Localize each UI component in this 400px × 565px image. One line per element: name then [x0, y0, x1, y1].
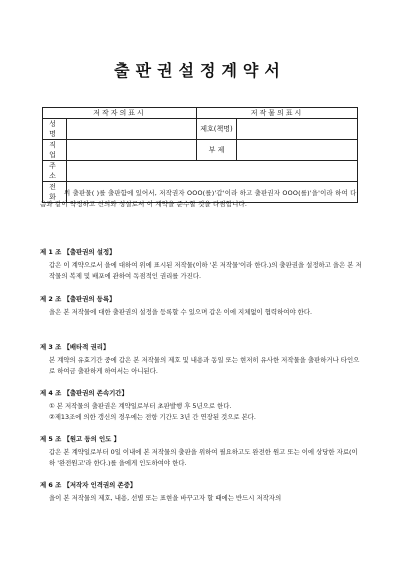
job-label: 직 업 — [43, 140, 67, 161]
name-label: 성 명 — [43, 119, 67, 140]
article-3 — [40, 342, 362, 377]
article-heading: 제 3 조 【배타적 권리】 — [40, 343, 110, 351]
article-1 — [40, 247, 362, 282]
article-heading: 제 4 조 【출판권의 존속기간】 — [40, 389, 128, 397]
table-row — [43, 161, 358, 182]
table-row — [43, 119, 358, 140]
table-row — [43, 140, 358, 161]
article-clause: ① 본 저작물의 출판권은 계약일로부터 초판발행 후 5년으로 한다. — [49, 402, 232, 410]
job-field — [67, 140, 197, 161]
article-body: 갑은 이 계약으로서 을에 대하여 위에 표시된 저작물(이하 '본 저작물'이라 한다.)의 출판권을 설정하고 을은 본 저작물의 복제 및 배포에 관하여 독점적인 권리를 가진다. — [49, 261, 362, 280]
article-2 — [40, 294, 362, 318]
copies-field — [237, 140, 358, 161]
article-5 — [40, 434, 362, 469]
title-label: 제호(책명) — [197, 119, 237, 140]
work-column-header: 저작물의표시 — [197, 108, 358, 119]
article-6 — [40, 480, 362, 504]
article-body: 갑은 본 계약일로부터 0일 이내에 본 저작물의 출판을 위하여 필요하고도 완전한 원고 또는 이에 상당한 자료(이하 '완전원고'라 한다.)를 을에게 인도하여야 한다. — [49, 448, 358, 467]
address-label: 주 소 — [43, 161, 67, 182]
article-heading: 제 5 조 【원고 등의 인도 】 — [40, 435, 120, 443]
title-field — [237, 119, 358, 140]
article-4 — [40, 388, 362, 423]
copies-label: 부 제 — [197, 140, 237, 161]
article-body: 본 계약의 유효기간 중에 갑은 본 저작물의 제호 및 내용과 동일 또는 현저히 유사한 저작물을 출판하거나 타인으로 하여금 출판하게 하여서는 아니된다. — [49, 356, 360, 375]
article-heading: 제 6 조 【저작자 인격권의 존중】 — [40, 481, 137, 489]
name-field — [67, 119, 197, 140]
article-heading: 제 1 조 【출판권의 설정】 — [40, 248, 116, 256]
phone-label: 전 화 — [43, 182, 67, 203]
intro-paragraph: 위 출판물( )를 출판함에 있어서, 저작권자 OOO(를)'갑'이라 하고 출판권자 OOO(를)'을'이라 하여 다음과 같이 약정하고 신의와 성실로서 이 계약을 준수할 것을 다짐합니다. — [40, 189, 357, 208]
article-clause: ②제13조에 의한 갱신의 경우에는 전항 기간도 3년 간 연장된 것으로 본다. — [49, 413, 256, 421]
article-body: 을은 본 저작물에 대한 출판권의 설정을 등록할 수 있으며 갑은 이에 지체없이 협력하여야 한다. — [49, 308, 313, 316]
article-heading: 제 2 조 【출판권의 등록】 — [40, 295, 116, 303]
document-title: 출판권설정계약서 — [114, 61, 286, 80]
table-header-row — [43, 108, 358, 119]
author-column-header: 저작자의표시 — [43, 108, 197, 119]
address-field — [67, 161, 358, 182]
article-body — [40, 401, 362, 423]
article-body: 을이 본 저작물의 제호, 내용, 선별 또는 표현을 바꾸고자 할 때에는 반드시 저작자의 — [49, 494, 282, 502]
